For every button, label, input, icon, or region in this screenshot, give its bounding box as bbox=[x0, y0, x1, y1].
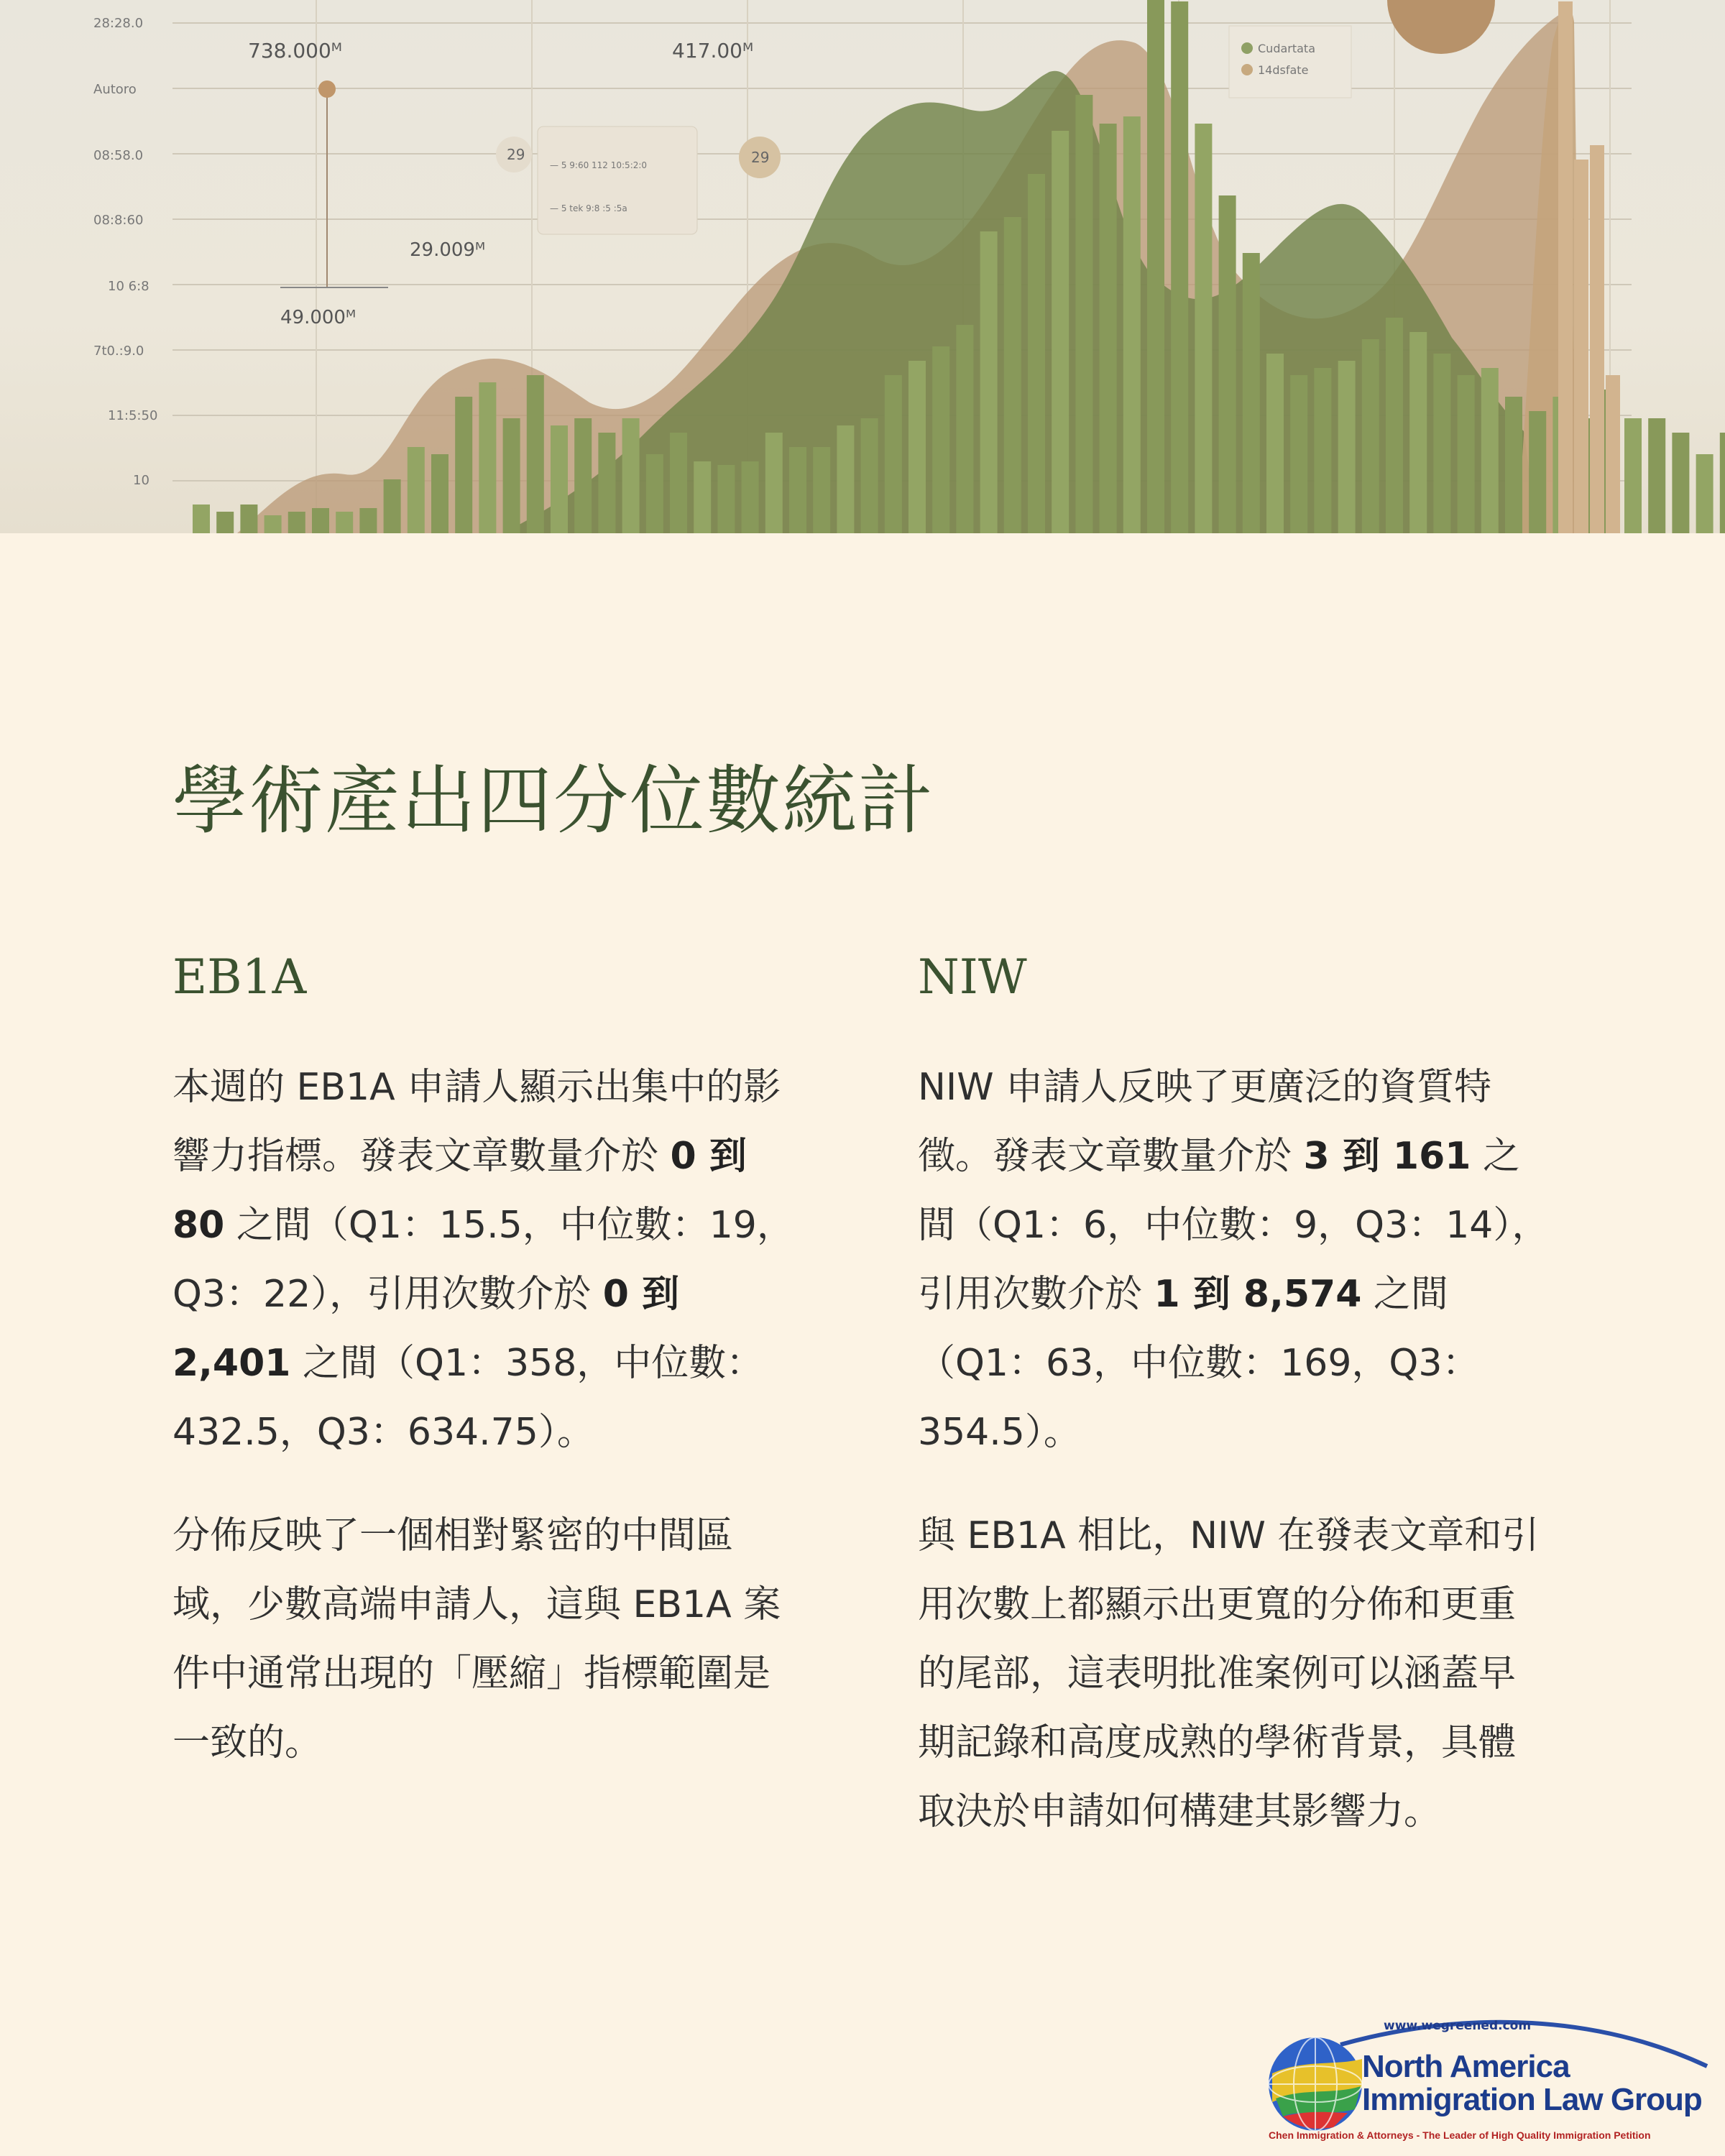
bar bbox=[742, 461, 759, 533]
bar bbox=[359, 508, 377, 533]
bar bbox=[1696, 454, 1714, 533]
bar bbox=[1266, 354, 1284, 533]
bar bbox=[1574, 160, 1588, 533]
bar bbox=[527, 375, 544, 533]
bar bbox=[622, 418, 640, 533]
text-segment: 之間（Q1：358，中位數：432.5，Q3：634.75）。 bbox=[172, 1342, 764, 1454]
bar bbox=[264, 515, 282, 533]
logo-name-line1: North America bbox=[1362, 2049, 1570, 2084]
badge: 29 bbox=[751, 149, 770, 166]
highlighted-range: 1 到 8,574 bbox=[1154, 1273, 1362, 1316]
highlighted-range: 3 到 161 bbox=[1303, 1135, 1471, 1178]
bar bbox=[1219, 195, 1236, 533]
y-axis-label: 11:5:50 bbox=[108, 408, 158, 423]
bar bbox=[408, 447, 425, 533]
bar bbox=[240, 505, 257, 533]
bar bbox=[1075, 95, 1092, 533]
highlighted-range: 0 到 80 bbox=[172, 1135, 747, 1247]
bar bbox=[1004, 217, 1021, 533]
bar bbox=[479, 382, 496, 533]
bar bbox=[717, 465, 735, 533]
decorative-chart bbox=[0, 0, 1725, 533]
eb1a-heading: EB1A bbox=[172, 949, 307, 1005]
pie-fragment bbox=[1387, 0, 1495, 54]
bar bbox=[1558, 1, 1573, 533]
niw-heading: NIW bbox=[918, 949, 1027, 1005]
bar bbox=[765, 433, 783, 533]
text-segment: 之間（Q1：63，中位數：169，Q3：354.5）。 bbox=[918, 1273, 1480, 1454]
bar bbox=[1606, 375, 1620, 533]
bar bbox=[1624, 418, 1642, 533]
bar bbox=[1409, 332, 1427, 533]
bar bbox=[789, 447, 806, 533]
bar bbox=[1338, 361, 1356, 533]
y-axis-label: 08:58.0 bbox=[93, 148, 144, 163]
bar bbox=[1171, 1, 1188, 533]
text-segment: 之間（Q1：6，中位數：9，Q3：14），引用次數介於 bbox=[918, 1135, 1550, 1316]
legend bbox=[1229, 26, 1351, 98]
bar bbox=[1147, 0, 1164, 533]
bar bbox=[1243, 253, 1260, 533]
bar bbox=[455, 397, 472, 533]
y-axis-label: 08:8:60 bbox=[93, 213, 144, 228]
bar bbox=[1123, 116, 1141, 533]
bar bbox=[574, 418, 592, 533]
bar bbox=[1720, 433, 1725, 533]
eb1a-analysis-paragraph: 分佈反映了一個相對緊密的中間區域，少數高端申請人，這與 EB1A 案件中通常出現的「壓縮」指標範圍是一致的。 bbox=[172, 1514, 781, 1764]
y-axis-label: Autoro bbox=[93, 82, 137, 97]
bar bbox=[837, 425, 854, 533]
legend-box-entry: — 5 9:60 112 10:5:2:0 bbox=[550, 160, 648, 170]
bar bbox=[646, 454, 663, 533]
bar bbox=[598, 433, 615, 533]
niw-column bbox=[918, 945, 1550, 1881]
bar bbox=[193, 505, 210, 533]
y-axis-label: 28:28.0 bbox=[93, 16, 144, 31]
legend-box bbox=[538, 126, 697, 234]
bar bbox=[1648, 418, 1665, 533]
bar bbox=[670, 433, 687, 533]
bar bbox=[1386, 318, 1403, 533]
bar bbox=[1195, 124, 1212, 533]
bar bbox=[1590, 145, 1604, 533]
text-segment: 之間（Q1：15.5，中位數：19，Q3：22），引用次數介於 bbox=[172, 1204, 794, 1316]
bar bbox=[1290, 375, 1307, 533]
y-axis-label: 10 bbox=[133, 473, 150, 488]
callout-value: 417.00ᴹ bbox=[672, 39, 754, 63]
eb1a-column bbox=[172, 945, 805, 1812]
bar bbox=[813, 447, 830, 533]
callout-value: 49.000ᴹ bbox=[280, 307, 356, 328]
bar bbox=[288, 512, 305, 533]
bar bbox=[1028, 174, 1045, 533]
niw-analysis-paragraph: 與 EB1A 相比，NIW 在發表文章和引用次數上都顯示出更寬的分佈和更重的尾部，這表明批准案例可以涵蓋早期記錄和高度成熟的學術背景，具體取決於申請如何構建其影響力。 bbox=[918, 1514, 1540, 1833]
marker-dot bbox=[318, 80, 336, 98]
bar bbox=[694, 461, 711, 533]
bar bbox=[980, 231, 998, 533]
bar bbox=[932, 346, 949, 533]
bar bbox=[1458, 375, 1475, 533]
bar bbox=[885, 375, 902, 533]
y-axis-label: 7t0.:9.0 bbox=[93, 344, 144, 359]
highlighted-range: 0 到 2,401 bbox=[172, 1273, 680, 1385]
logo-tagline: Chen Immigration & Attorneys - The Leader of High Quality Immigration Petition bbox=[1269, 2129, 1651, 2141]
bar bbox=[384, 479, 401, 533]
bar bbox=[908, 361, 926, 533]
bar bbox=[1529, 411, 1546, 533]
bar bbox=[551, 425, 568, 533]
bar bbox=[956, 325, 973, 533]
niw-statistics-paragraph bbox=[918, 1053, 1550, 1467]
bar bbox=[1505, 397, 1522, 533]
company-logo bbox=[1254, 2016, 1714, 2149]
y-axis-label: 10 6:8 bbox=[108, 279, 150, 294]
callout-value: 29.009ᴹ bbox=[410, 239, 486, 261]
bar bbox=[861, 418, 878, 533]
bar bbox=[431, 454, 448, 533]
bar bbox=[1433, 354, 1450, 533]
hero-chart-illustration bbox=[0, 0, 1725, 533]
callout-value: 738.000ᴹ bbox=[248, 39, 343, 63]
bar bbox=[1100, 124, 1117, 533]
bar bbox=[1481, 368, 1499, 533]
bar bbox=[216, 512, 234, 533]
logo-url: www.wegreened.com bbox=[1384, 2019, 1532, 2033]
text-segment: NIW 申請人反映了更廣泛的資質特徵。發表文章數量介於 bbox=[918, 1066, 1492, 1178]
text-segment: 本週的 EB1A 申請人顯示出集中的影響力指標。發表文章數量介於 bbox=[172, 1066, 781, 1178]
badge: 29 bbox=[507, 146, 525, 163]
bar bbox=[312, 508, 329, 533]
logo-name-line2: Immigration Law Group bbox=[1362, 2082, 1702, 2117]
bar bbox=[503, 418, 520, 533]
legend-entry: Cudartata bbox=[1258, 42, 1316, 55]
bar bbox=[1362, 339, 1379, 533]
eb1a-statistics-paragraph bbox=[172, 1053, 805, 1467]
bar bbox=[1052, 131, 1069, 533]
legend-entry: 14dsfate bbox=[1258, 63, 1309, 77]
legend-box-entry: — 5 tek 9:8 :5 :5a bbox=[550, 203, 627, 213]
bar bbox=[336, 512, 353, 533]
bar bbox=[1672, 433, 1689, 533]
bar bbox=[1314, 368, 1331, 533]
page-title: 學術產出四分位數統計 bbox=[172, 757, 935, 844]
